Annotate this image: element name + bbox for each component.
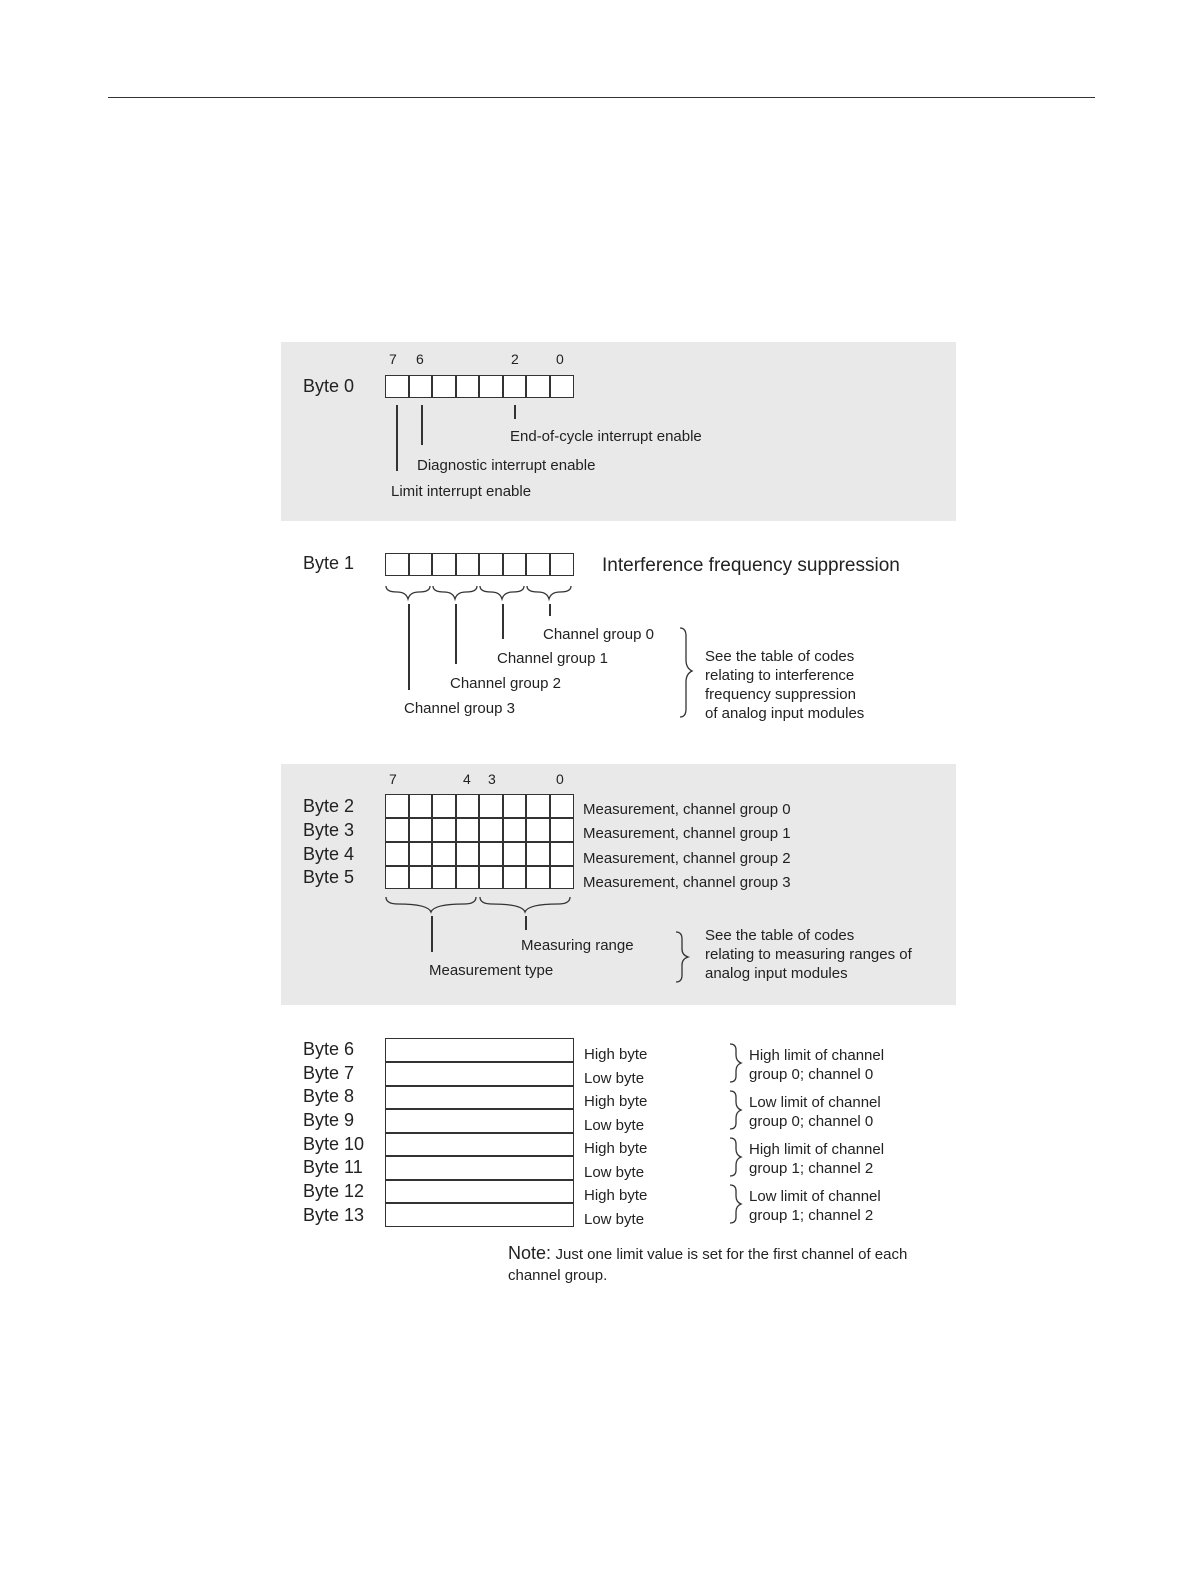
bytes2-5-note-line-2: relating to measuring ranges of [705,946,912,963]
bytes2-5-note-line-3: analog input modules [705,965,848,982]
byte1-label: Byte 1 [303,553,355,573]
byte9-type: Low byte [584,1117,645,1134]
limit-1-line-2: group 0; channel 0 [749,1113,874,1130]
byte10-type: High byte [584,1140,648,1157]
byte13-label: Byte 13 [303,1205,365,1225]
end-of-cycle-label: End-of-cycle interrupt enable [510,428,702,445]
diagnostic-label: Diagnostic interrupt enable [417,457,596,474]
limit-3-line-1: Low limit of channel [749,1188,881,1205]
channel-group-1-label: Channel group 1 [497,650,608,667]
bytes2-5-note-line-1: See the table of codes [705,927,855,944]
byte9-label: Byte 9 [303,1110,355,1130]
note-text-1: Just one limit value is set for the first channel of each [555,1246,908,1263]
byte2-label: Byte 2 [303,796,355,816]
measuring-range-label: Measuring range [521,937,634,954]
note-label: Note: [508,1243,552,1263]
byte4-label: Byte 4 [303,844,355,864]
bit-number-0b: 0 [556,771,564,787]
measurement-type-label: Measurement type [429,962,554,979]
byte7-label: Byte 7 [303,1063,355,1083]
channel-group-3-label: Channel group 3 [404,700,515,717]
byte6-label: Byte 6 [303,1039,355,1059]
bit-number-7: 7 [389,351,397,367]
bit-number-4: 4 [463,771,471,787]
byte8-type: High byte [584,1093,648,1110]
byte6-type: High byte [584,1046,648,1063]
limit-2-line-2: group 1; channel 2 [749,1160,874,1177]
byte3-label: Byte 3 [303,820,355,840]
byte11-type: Low byte [584,1164,645,1181]
limit-note [508,1243,907,1264]
limit-0-line-1: High limit of channel [749,1047,885,1064]
channel-group-0-label: Channel group 0 [543,626,654,643]
byte11-label: Byte 11 [303,1157,363,1177]
byte12-type: High byte [584,1187,648,1204]
limit-0-line-2: group 0; channel 0 [749,1066,874,1083]
limit-1-line-1: Low limit of channel [749,1094,881,1111]
byte7-type: Low byte [584,1070,645,1087]
bit-number-2: 2 [511,351,519,367]
byte10-label: Byte 10 [303,1134,365,1154]
channel-group-2-label: Channel group 2 [450,675,561,692]
byte13-type: Low byte [584,1211,645,1228]
bit-number-3: 3 [488,771,496,787]
limit-2-line-1: High limit of channel [749,1141,885,1158]
byte1-note-line-2: relating to interference [705,667,855,684]
byte8-label: Byte 8 [303,1086,355,1106]
measurement-group-1: Measurement, channel group 1 [583,825,791,842]
bit-number-6: 6 [416,351,424,367]
bit-number-0: 0 [556,351,564,367]
byte5-label: Byte 5 [303,867,355,887]
byte1-note-line-3: frequency suppression [705,686,856,703]
byte1-note-line-1: See the table of codes [705,648,855,665]
measurement-group-3: Measurement, channel group 3 [583,874,791,891]
limit-label: Limit interrupt enable [391,483,532,500]
measurement-group-2: Measurement, channel group 2 [583,850,791,867]
byte1-note-line-4: of analog input modules [705,705,865,722]
byte12-label: Byte 12 [303,1181,365,1201]
measurement-group-0: Measurement, channel group 0 [583,801,791,818]
bit-number-7b: 7 [389,771,397,787]
byte0-label: Byte 0 [303,376,355,396]
note-text-2: channel group. [508,1267,608,1284]
byte1-title: Interference frequency suppression [602,555,900,576]
limit-3-line-2: group 1; channel 2 [749,1207,874,1224]
